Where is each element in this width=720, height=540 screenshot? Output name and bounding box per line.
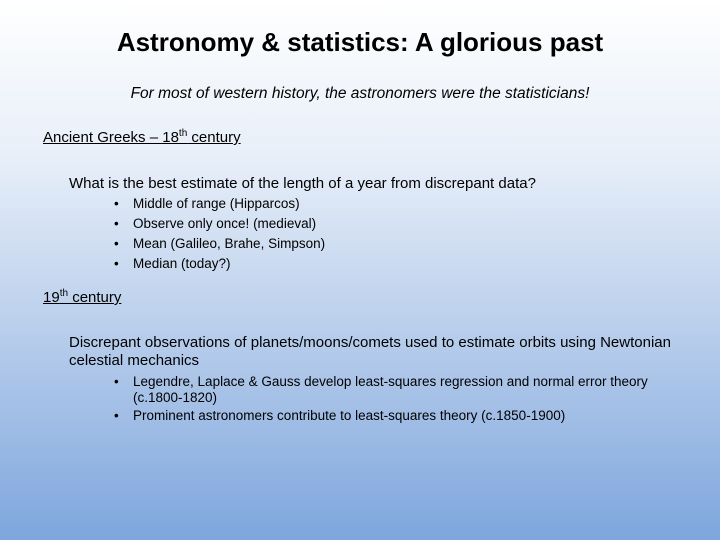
list-item xyxy=(114,234,325,254)
list-item xyxy=(114,214,325,234)
list-item xyxy=(114,194,325,214)
section-heading-19th xyxy=(43,289,121,306)
heading-superscript: th xyxy=(178,128,188,139)
bullet-list-estimates xyxy=(114,194,325,274)
list-item-text: Mean (Galileo, Brahe, Simpson) xyxy=(133,236,326,251)
list-item-text: Median (today?) xyxy=(133,256,231,271)
bullet-icon: • xyxy=(114,236,119,251)
bullet-icon: • xyxy=(114,216,119,231)
section-statement: Discrepant observations of planets/moons/comets used to estimate orbits using Newtonian celestial mechanics xyxy=(69,334,671,369)
list-item xyxy=(114,408,684,424)
list-item xyxy=(114,374,684,406)
list-item-text: Middle of range (Hipparcos) xyxy=(133,196,300,211)
heading-text-end: century xyxy=(68,289,122,306)
heading-superscript: th xyxy=(59,288,69,299)
section-question: What is the best estimate of the length of a year from discrepant data? xyxy=(69,175,536,192)
heading-text: Ancient Greeks – 18 xyxy=(43,129,179,146)
bullet-icon: • xyxy=(114,256,119,271)
heading-text: 19 xyxy=(43,289,60,306)
list-item xyxy=(114,254,325,274)
bullet-icon: • xyxy=(114,196,119,211)
section-heading-ancient xyxy=(43,129,241,146)
bullet-icon: • xyxy=(114,408,119,423)
list-item-text: Prominent astronomers contribute to least-squares theory (c.1850-1900) xyxy=(133,408,566,423)
heading-text-end: century xyxy=(187,129,241,146)
slide-subtitle: For most of western history, the astronomers were the statisticians! xyxy=(130,85,590,102)
bullet-list-least-squares xyxy=(114,374,684,426)
bullet-icon: • xyxy=(114,374,119,389)
list-item-text: Legendre, Laplace & Gauss develop least-squares regression and normal error theory (c.1800-1820) xyxy=(133,374,648,405)
list-item-text: Observe only once! (medieval) xyxy=(133,216,317,231)
slide-title: Astronomy & statistics: A glorious past xyxy=(116,27,604,57)
